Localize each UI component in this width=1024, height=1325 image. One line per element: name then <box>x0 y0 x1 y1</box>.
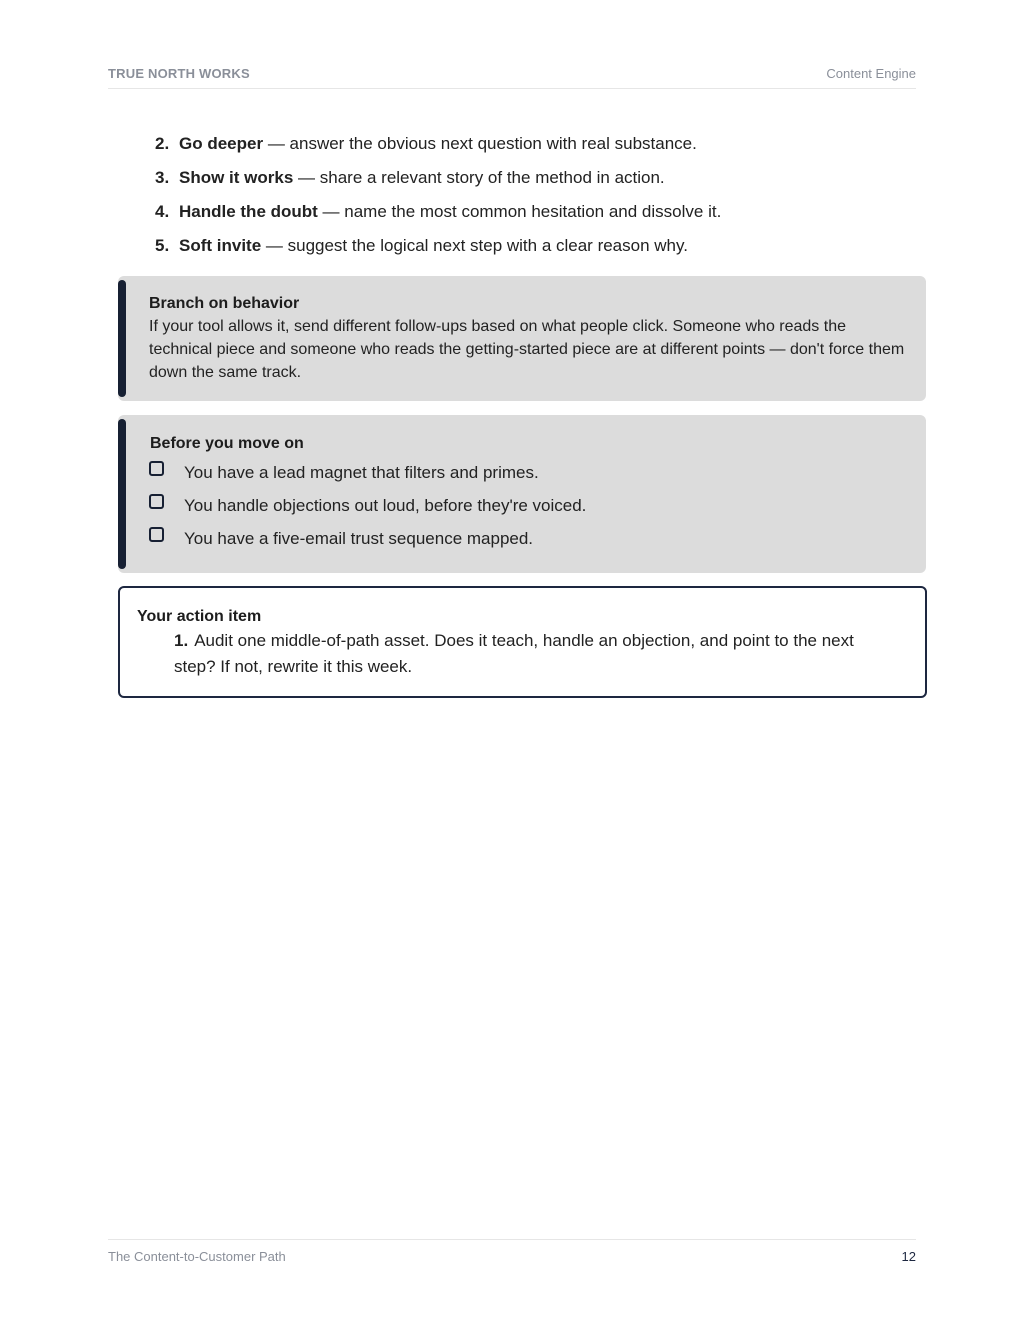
step-term: Go deeper <box>179 134 264 153</box>
page-footer <box>108 1239 916 1270</box>
list-item <box>155 235 915 269</box>
checklist-item-text: You have a lead magnet that filters and primes. <box>184 463 539 482</box>
checkbox-icon[interactable] <box>149 461 164 476</box>
callout-body: If your tool allows it, send different follow-ups based on what people click. Someone who reads the technical piece and someone who reads the getting-started piece are at different points — don't force them down the same track. <box>149 318 905 381</box>
checklist-title: Before you move on <box>150 435 304 452</box>
step-text: — share a relevant story of the method in action. <box>293 168 665 187</box>
step-number: 5. <box>155 236 170 255</box>
action-item-text: Audit one middle-of-path asset. Does it teach, handle an objection, and point to the next step? If not, rewrite it this week. <box>174 631 854 676</box>
step-text: — suggest the logical next step with a clear reason why. <box>261 236 688 255</box>
callout-accent-bar <box>118 280 126 397</box>
checklist-item <box>149 461 586 494</box>
section-name: Content Engine <box>826 66 916 81</box>
checkbox-icon[interactable] <box>149 527 164 542</box>
checklist-item-text: You have a five-email trust sequence mapped. <box>184 529 534 548</box>
steps-list <box>155 133 915 269</box>
callout-title: Branch on behavior <box>149 295 300 312</box>
branch-callout <box>118 276 926 401</box>
step-term: Handle the doubt <box>179 202 318 221</box>
step-term: Soft invite <box>179 236 262 255</box>
checkbox-icon[interactable] <box>149 494 164 509</box>
checklist-items <box>149 461 586 560</box>
action-item-box <box>118 586 927 698</box>
list-item <box>155 133 915 167</box>
checklist-item <box>149 494 586 527</box>
brand-name: TRUE NORTH WORKS <box>108 66 250 81</box>
action-item-number: 1. <box>174 631 189 650</box>
document-title: The Content-to-Customer Path <box>108 1249 286 1264</box>
step-text: — answer the obvious next question with real substance. <box>263 134 697 153</box>
step-text: — name the most common hesitation and dissolve it. <box>317 202 722 221</box>
list-item <box>155 201 915 235</box>
checklist-callout <box>118 415 926 573</box>
step-number: 4. <box>155 202 170 221</box>
list-item <box>155 167 915 201</box>
action-item-text-block <box>174 628 894 680</box>
checklist-item-text: You handle objections out loud, before they're voiced. <box>184 496 587 515</box>
step-number: 3. <box>155 168 170 187</box>
page-number: 12 <box>901 1249 916 1264</box>
step-term: Show it works <box>179 168 294 187</box>
action-item-title: Your action item <box>137 608 262 625</box>
page-header <box>108 66 916 89</box>
step-number: 2. <box>155 134 170 153</box>
callout-accent-bar <box>118 419 126 569</box>
checklist-item <box>149 527 586 560</box>
